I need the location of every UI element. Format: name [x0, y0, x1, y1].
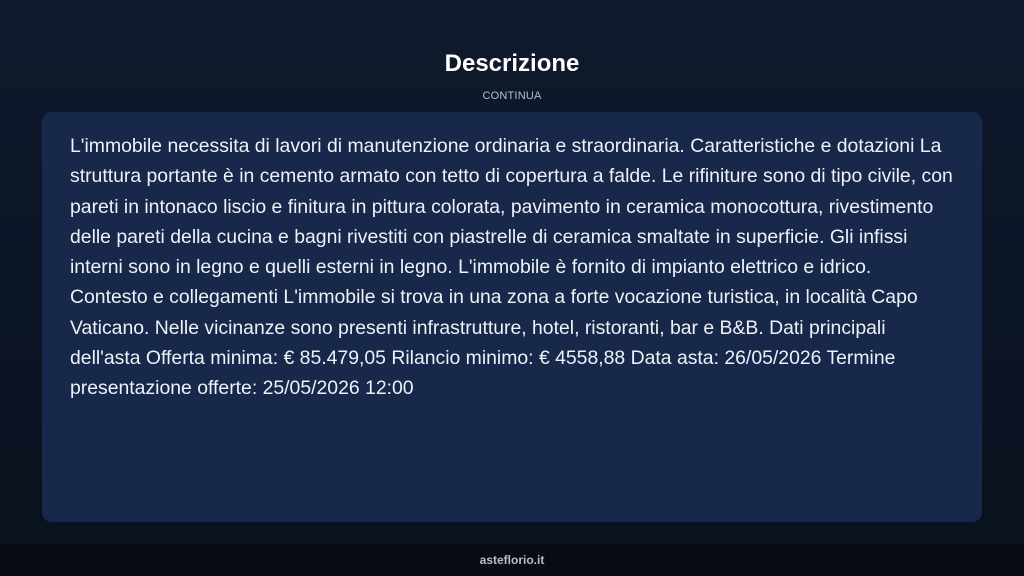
description-text: L'immobile necessita di lavori di manutenzione ordinaria e straordinaria. Caratteristiche e dotazioni La struttura portante è in cemento armato con tetto di copertura a falde. Le rifiniture sono di tipo civile, con pareti in intonaco liscio e finitura in pittura colorata, pavimento in ceramica monocottura, rivestimento delle pareti della cucina e bagni rivestiti con piastrelle di ceramica smaltate in superficie. Gli infissi interni sono in legno e quelli esterni in legno. L'immobile è fornito di impianto elettrico e idrico. Contesto e collegamenti L'immobile si trova in una zona a forte vocazione turistica, in località Capo Vaticano. Nelle vicinanze sono presenti infrastrutture, hotel, ristoranti, bar e B&B. Dati principali dell'asta Offerta minima: € 85.479,05 Rilancio minimo: € 4558,88 Data asta: 26/05/2026 Termine presentazione offerte: 25/05/2026 12:00 [70, 135, 953, 400]
continue-link[interactable]: CONTINUA [482, 90, 542, 102]
page-title: Descrizione [444, 50, 580, 77]
footer-bar [0, 544, 1024, 576]
footer-site-label: asteflorio.it [479, 553, 545, 567]
description-card [42, 112, 982, 522]
